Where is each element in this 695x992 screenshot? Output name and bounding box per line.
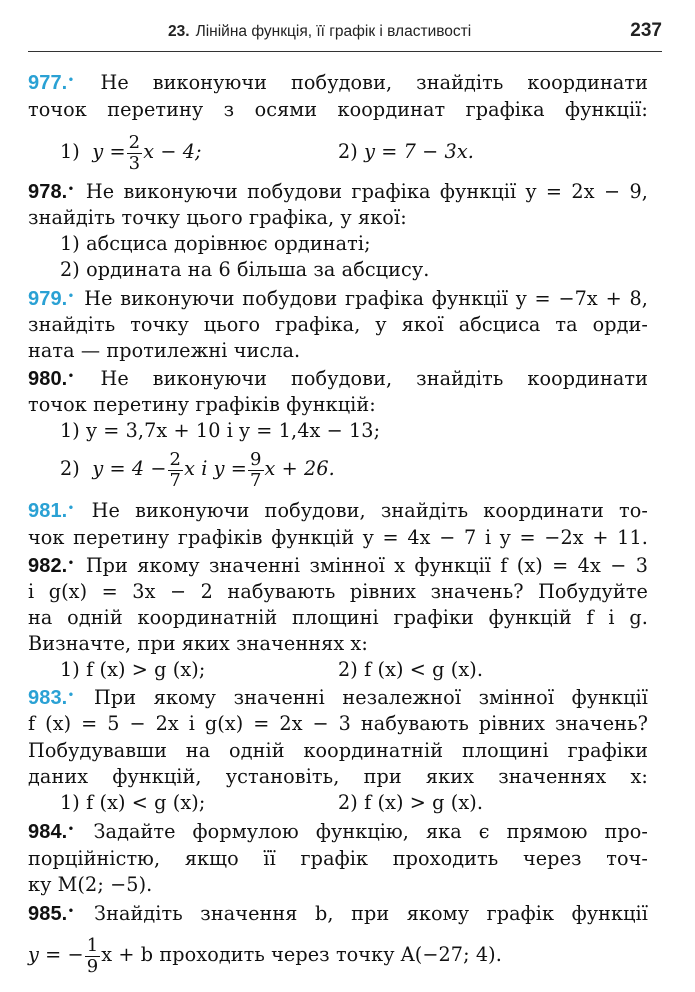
problem-982-line-3: на одній координатній площині графіки функцій f і g. [28,606,648,629]
problem-978-option-2: 2) ордината на 6 більша за абсцису. [60,258,430,281]
fraction-1-9: $\frac{1}{9}$ [86,934,99,977]
problem-985-number: 985. [28,903,68,925]
problem-984-line-3: ку M(2; −5). [28,873,153,896]
problem-977-line-2: точок перетину з осями координат графіка функції: [28,98,648,121]
problem-977-options: 1) y = $\frac{2}{3}$ x − 4; 2) y = 7 − 3x. [60,131,474,174]
problem-977-line-1: 977.• Не виконуючи побудови, знайдіть координати [28,71,649,94]
problem-979-line-3: ната — протилежні числа. [28,339,301,362]
problem-983-options: 1) f (x) < g (x); 2) f (x) > g (x). [60,791,484,814]
problem-979-line-1: 979.• Не виконуючи побудови графіка функції y = −7x + 8, [28,287,648,310]
problem-980-option-1: 1) y = 3,7x + 10 і y = 1,4x − 13; [60,419,381,442]
problem-985-line-1: 985.• Знайдіть значення b, при якому графік функції [28,902,648,925]
problem-978-line-1: 978.• Не виконуючи побудови графіка функції y = 2x − 9, [28,180,648,203]
problem-980-line-2: точок перетину графіків функцій: [28,393,376,416]
problem-977-number: 977. [28,72,68,94]
problem-980-line-1: 980.• Не виконуючи побудови, знайдіть координати [28,367,649,390]
fraction-9-7: $\frac{9}{7}$ [249,448,262,491]
problem-983-line-1: 983.• При якому значенні незалежної змінної функції [28,686,648,709]
page-header [28,18,662,48]
problem-984-number: 984. [28,821,68,843]
problem-982-line-1: 982.• При якому значенні змінної x функції f (x) = 4x − 3 [28,554,649,577]
fraction-2-7: $\frac{2}{7}$ [169,448,182,491]
problem-980-number: 980. [28,368,68,390]
problem-978-option-1: 1) абсциса дорівнює ординаті; [60,232,371,255]
problem-983-number: 983. [28,687,68,709]
problem-978-line-2: знайдіть точку цього графіка, у якої: [28,206,407,229]
problem-980-option-2: 2) y = 4 − $\frac{2}{7}$ x і y = $\frac{9}{7}$ x + 26. [60,448,335,491]
problem-981-number: 981. [28,500,68,522]
section-heading [168,23,471,41]
fraction-2-3: $\frac{2}{3}$ [128,131,141,174]
section-number: 23. [168,23,190,40]
problem-985-line-2: y = − $\frac{1}{9}$ x + b проходить через точку A(−27; 4). [28,934,502,977]
problem-981-line-1: 981.• Не виконуючи побудови, знайдіть координати то- [28,499,648,522]
difficulty-dot: • [67,73,75,87]
problem-984-line-1: 984.• Задайте формулою функцію, яка є прямою про- [28,820,648,843]
problem-982-line-4: Визначте, при яких значеннях x: [28,632,368,655]
problem-983-line-4: даних функцій, установіть, при яких значеннях x: [28,765,648,788]
problem-982-number: 982. [28,555,68,577]
page-number: 237 [630,20,662,41]
problem-983-line-2: f (x) = 5 − 2x і g(x) = 2x − 3 набувають рівних значень? [28,712,648,735]
problem-982-options: 1) f (x) > g (x); 2) f (x) < g (x). [60,658,484,681]
problem-982-line-2: і g(x) = 3x − 2 набувають рівних значень? Побудуйте [28,580,648,603]
problem-979-line-2: знайдіть точку цього графіка, у якої абсциса та орди- [28,313,648,336]
section-title: Лінійна функція, її графік і властивості [195,23,472,40]
header-divider [28,51,662,52]
problem-978-number: 978. [28,181,68,203]
problem-979-number: 979. [28,288,68,310]
problem-977-option-2: 2) y = 7 − 3x. [338,140,474,163]
problem-984-line-2: порційністю, якщо її графік проходить через точ- [28,847,648,870]
problem-983-line-3: Побудувавши на одній координатній площині графіки [28,739,648,762]
problem-981-line-2: чок перетину графіків функцій y = 4x − 7 і y = −2x + 11. [28,526,648,549]
